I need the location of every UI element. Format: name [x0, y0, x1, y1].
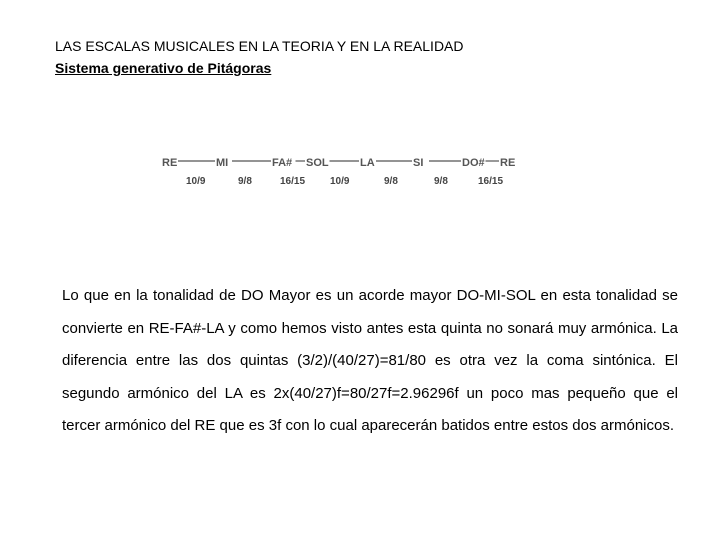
- explanation-paragraph: Lo que en la tonalidad de DO Mayor es un acorde mayor DO-MI-SOL en esta tonalidad se convierte en RE-FA#-LA y como hemos visto antes esta quinta no sonará muy armónica. La diferencia entre las dos quintas (3/2)/(40/27)=81/80 es otra vez la coma sintónica. El segundo armónico del LA es 2x(40/27)f=80/27f=2.96296f un poco mas pequeño que el tercer armónico del RE que es 3f con lo cual aparecerán batidos entre estos dos armónicos.: [62, 287, 678, 434]
- scale-diagram: [150, 150, 520, 195]
- scale-ratio-6: 16/15: [478, 176, 504, 187]
- scale-ratio-5: 9/8: [434, 176, 448, 187]
- scale-note-0: RE: [162, 157, 178, 169]
- scale-notes: [162, 157, 515, 169]
- scale-ratio-1: 9/8: [238, 176, 252, 187]
- scale-ratio-2: 16/15: [280, 176, 306, 187]
- scale-note-5: SI: [413, 157, 424, 169]
- scale-note-6: DO#: [462, 157, 485, 169]
- scale-note-1: MI: [216, 157, 229, 169]
- scale-ratio-0: 10/9: [186, 176, 206, 187]
- scale-note-2: FA#: [272, 157, 293, 169]
- scale-note-7: RE: [500, 157, 516, 169]
- page-subtitle: Sistema generativo de Pitágoras: [55, 60, 272, 76]
- scale-ratio-4: 9/8: [384, 176, 398, 187]
- page-title: LAS ESCALAS MUSICALES EN LA TEORIA Y EN LA REALIDAD: [55, 38, 464, 54]
- scale-note-3: SOL: [306, 157, 329, 169]
- scale-note-4: LA: [360, 157, 375, 169]
- scale-ratio-3: 10/9: [330, 176, 350, 187]
- scale-ratios: [186, 176, 503, 187]
